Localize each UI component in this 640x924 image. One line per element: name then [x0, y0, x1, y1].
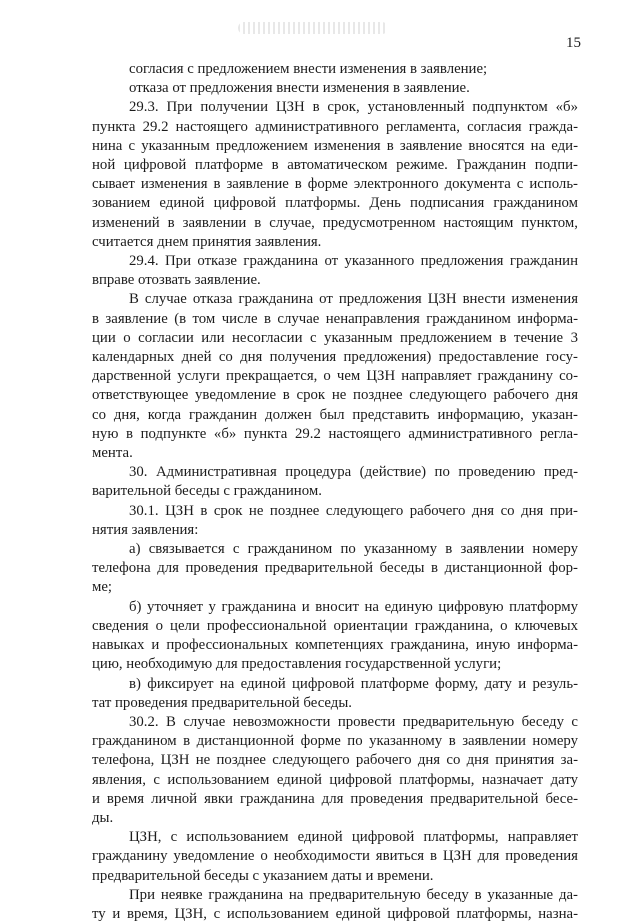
paragraph [92, 98, 578, 252]
text-line: 30.1. ЦЗН в срок не позднее следующего рабочего дня со дня при- [129, 502, 578, 519]
text-line: в) фиксирует на единой цифровой платформе форму, дату и резуль- [129, 675, 578, 692]
text-line: считается днем принятия заявления. [92, 233, 322, 250]
text-line: мента. [92, 445, 133, 462]
document-body [92, 60, 578, 924]
text-line: сывает изменения в заявление в форме электронного документа с исполь- [92, 176, 578, 193]
text-line: цию, необходимую для предоставления государственной услуги; [92, 656, 502, 673]
text-line: ной цифровой платформе в автоматическом режиме. Гражданин подпи- [92, 157, 578, 174]
paragraph [92, 252, 578, 290]
text-line: 30.2. В случае невозможности провести предварительную беседу с [129, 713, 578, 730]
text-line: телефона для проведения предварительной беседы в дистанционной фор- [92, 560, 578, 577]
text-line: пункта 29.2 настоящего административного регламента, согласия гражда- [92, 118, 578, 135]
paragraph [92, 502, 578, 540]
text-line: а) связывается с гражданином по указанному в заявлении номеру [129, 541, 578, 558]
text-line: нятия заявления: [92, 521, 199, 538]
text-line: ме; [92, 579, 113, 596]
text-line: гражданину уведомление о необходимости явиться в ЦЗН для проведения [92, 848, 578, 865]
text-line: зованием единой цифровой платформы. День подписания гражданином [92, 195, 578, 212]
text-line: 29.4. При отказе гражданина от указанного предложения гражданин [129, 253, 578, 270]
text-line: дарственной услуги прекращается, о чем ЦЗН направляет гражданину со- [92, 368, 578, 385]
text-line: ции о согласии или несогласии с указанным предложением в течение 3 [92, 329, 578, 346]
text-line: со дня, когда гражданин должен был представить информацию, указан- [92, 406, 578, 423]
text-line: ЦЗН, с использованием единой цифровой платформы, направляет [129, 829, 578, 846]
text-line: варительной беседы с гражданином. [92, 483, 322, 500]
text-line: ту и время, ЦЗН, с использованием единой цифровой платформы, назна- [92, 905, 578, 922]
paragraph [92, 675, 578, 713]
text-line: б) уточняет у гражданина и вносит на единую цифровую платформу [129, 598, 578, 615]
text-line: и время личной явки гражданина для проведения предварительной бесе- [92, 790, 578, 807]
text-line: предварительной беседы с указанием даты и времени. [92, 867, 434, 884]
text-line: навыках и профессиональных компетенциях гражданина, иную информа- [92, 637, 578, 654]
text-line: ную в подпункте «б» пункта 29.2 настоящего административного регла- [92, 425, 578, 442]
text-line: телефона, ЦЗН не позднее следующего рабочего дня со дня принятия за- [92, 752, 578, 769]
text-line: тат проведения предварительной беседы. [92, 694, 352, 711]
scan-artifact [238, 22, 388, 34]
text-line: нина с указанным предложением изменения в заявление вносятся на еди- [92, 137, 578, 154]
paragraph [92, 540, 578, 598]
text-line: сведения о цели профессиональной ориентации гражданина, о ключевых [92, 617, 578, 634]
text-line: ды. [92, 809, 114, 826]
text-line: гражданином в дистанционной форме по указанному в заявлении номеру [92, 733, 578, 750]
text-line: 30. Административная процедура (действие) по проведению пред- [129, 464, 578, 481]
text-line: в заявление (в том числе в случае ненаправления гражданином информа- [92, 310, 578, 327]
text-line: календарных дней со дня получения предложения) предоставление госу- [92, 349, 578, 366]
paragraph: согласия с предложением внести изменения в заявление; [129, 61, 488, 77]
paragraph [92, 713, 578, 828]
text-line: При неявке гражданина на предварительную беседу в указанные да- [129, 886, 578, 903]
paragraph [92, 463, 578, 501]
text-line: 29.3. При получении ЦЗН в срок, установленный подпунктом «б» [129, 99, 578, 116]
text-line: изменений в заявлении в случае, предусмотренном настоящим пунктом, [92, 214, 578, 231]
paragraph [92, 290, 578, 463]
paragraph [92, 598, 578, 675]
text-line: явления, с использованием единой цифровой платформы, назначает дату [92, 771, 578, 788]
page-number: 15 [566, 35, 581, 51]
text-line: В случае отказа гражданина от предложения ЦЗН внести изменения [129, 291, 578, 308]
text-line: вправе отозвать заявление. [92, 272, 261, 289]
paragraph [92, 828, 578, 886]
text-line: ответствующее уведомление в срок не позднее следующего рабочего дня [92, 387, 578, 404]
paragraph: отказа от предложения внести изменения в заявление. [129, 80, 470, 97]
